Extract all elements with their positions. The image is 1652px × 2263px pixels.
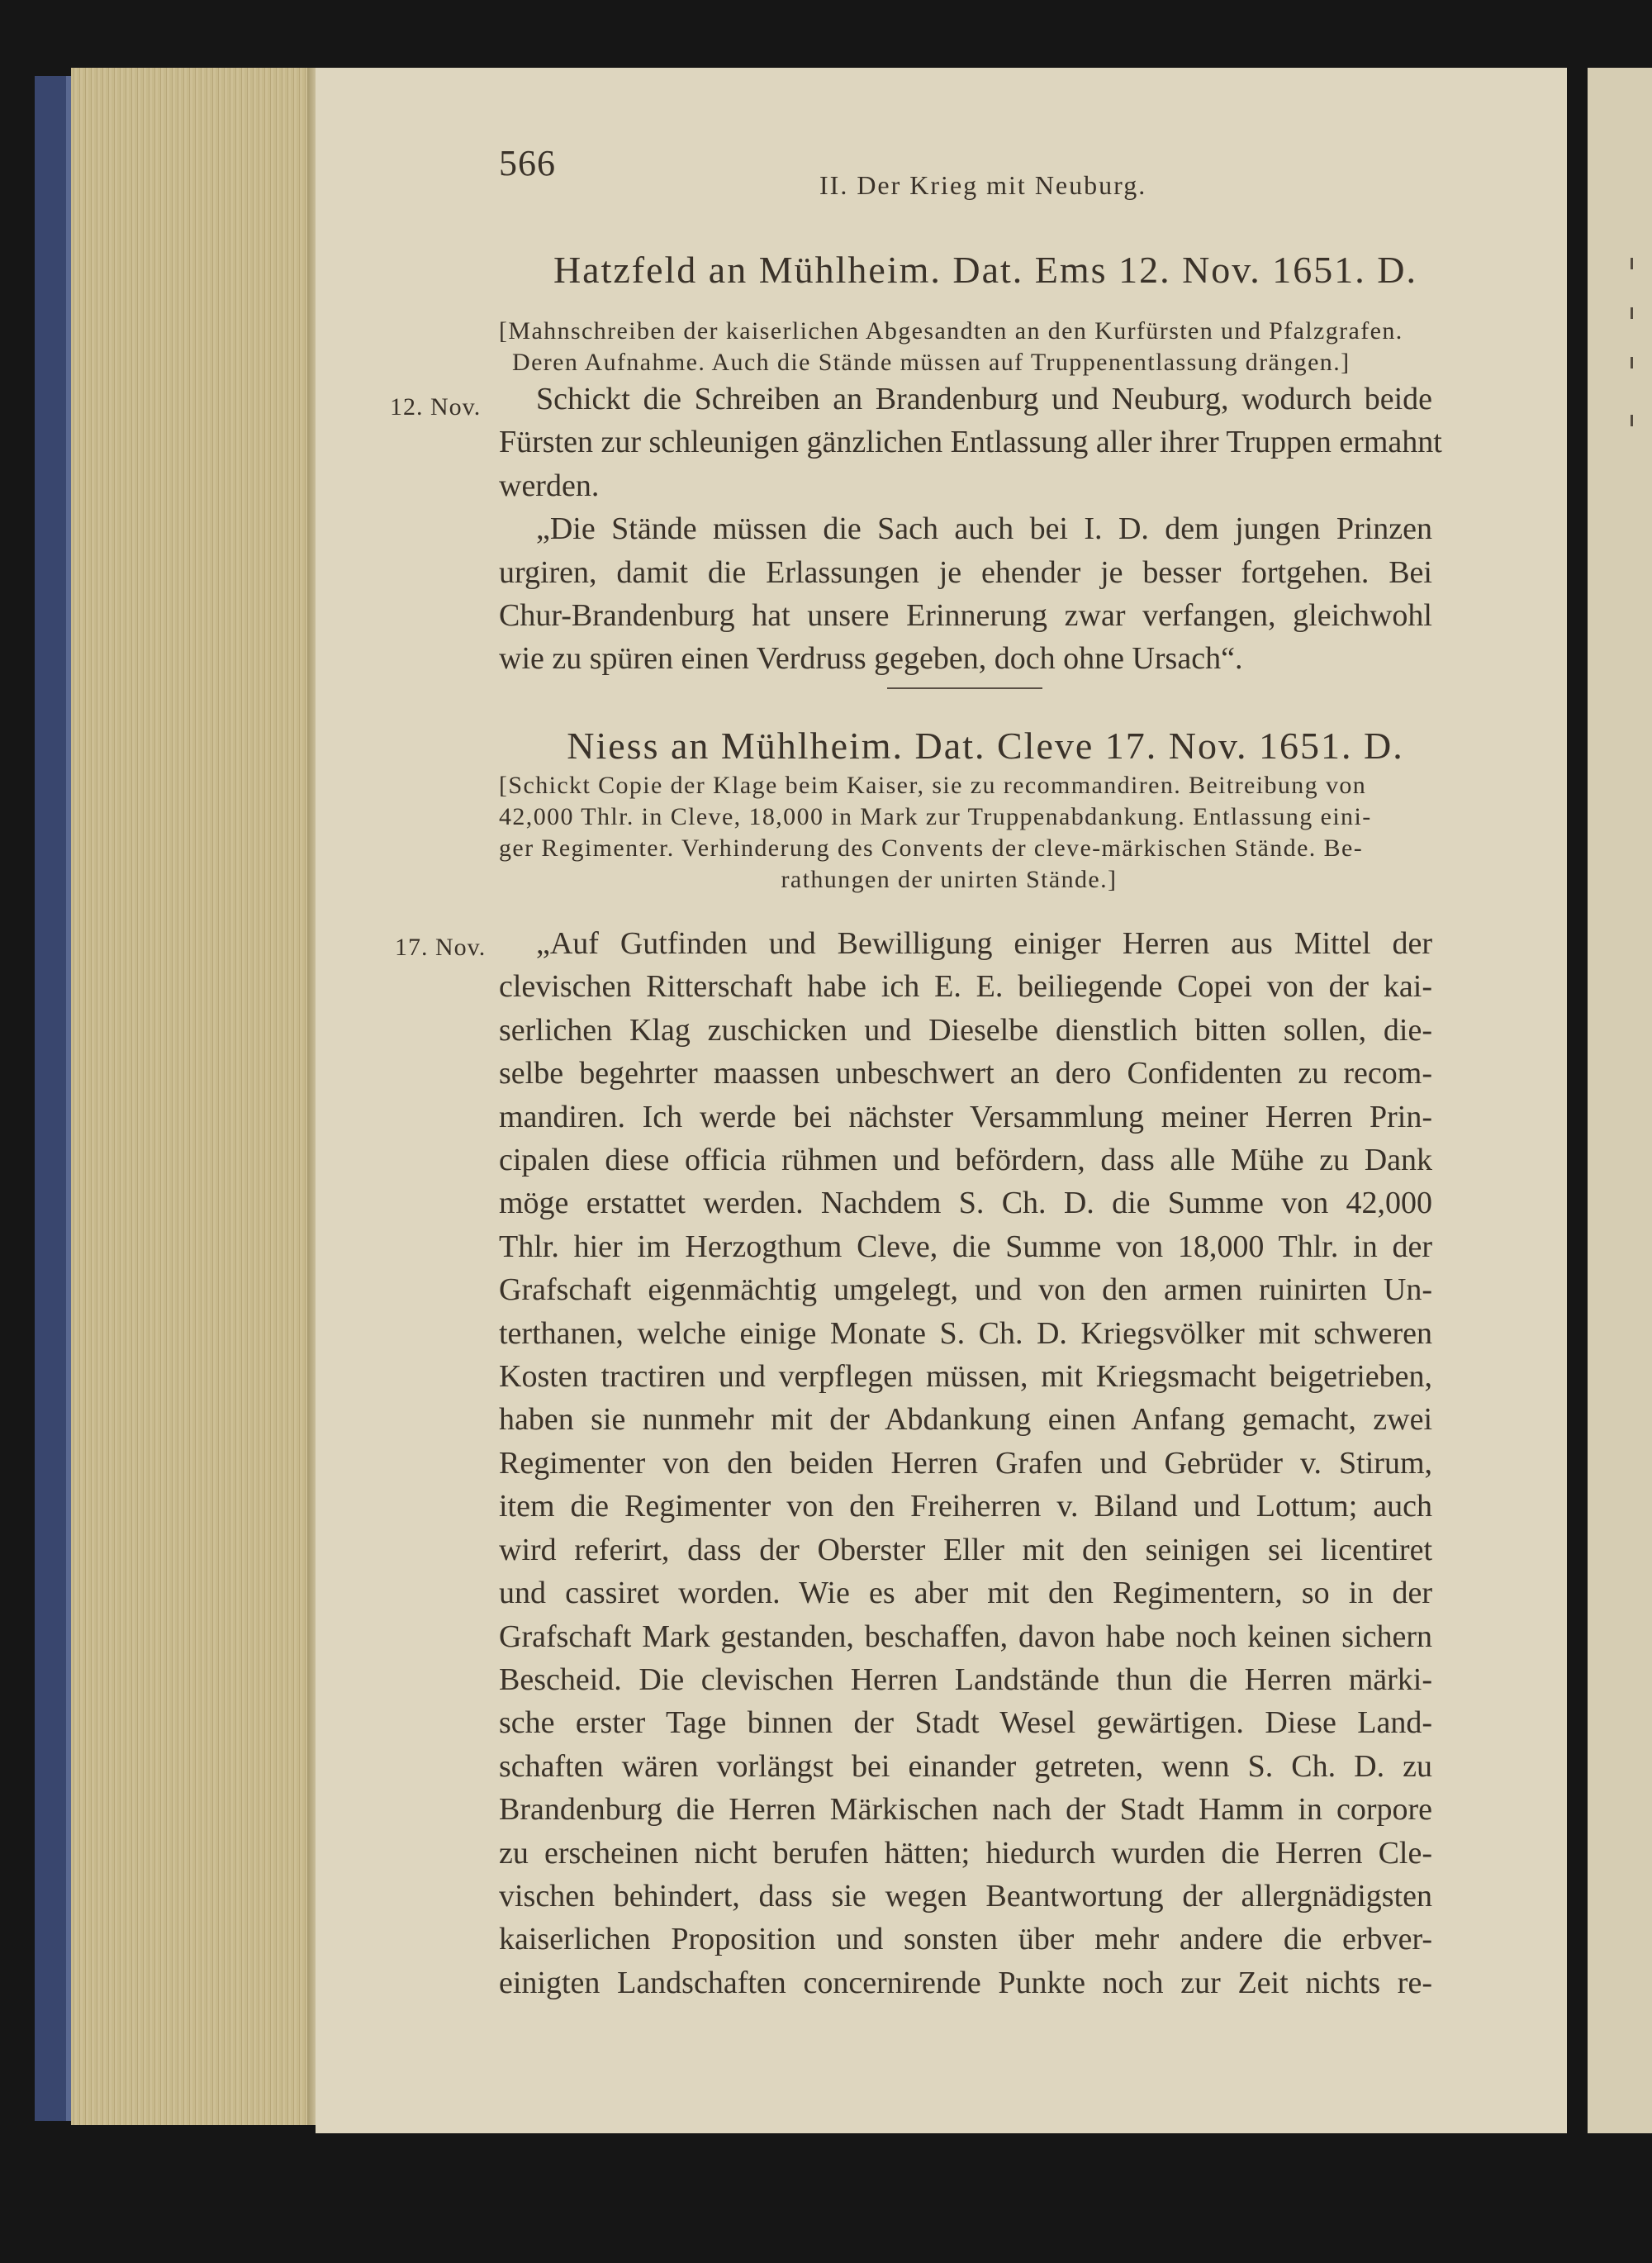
book-cover-edge xyxy=(35,76,66,2121)
body-line: Chur-Brandenburg hat unsere Erinnerung zwar verfangen, gleichwohl xyxy=(499,598,1432,634)
adjacent-page-text-fragment xyxy=(1631,415,1633,426)
adjacent-page-text-fragment xyxy=(1631,357,1633,368)
body-line: einigten Landschaften concernirende Punkte noch zur Zeit nichts re- xyxy=(499,1965,1432,2000)
body-line: Schickt die Schreiben an Brandenburg und Neuburg, wodurch beide xyxy=(536,382,1432,416)
book-page xyxy=(316,68,1567,2133)
body-line: werden. xyxy=(499,468,600,503)
body-line: möge erstattet werden. Nachdem S. Ch. D. die Summe von 42,000 xyxy=(499,1186,1432,1221)
body-line: cipalen diese officia rühmen und befördern, dass alle Mühe zu Dank xyxy=(499,1143,1432,1178)
page-block-edges xyxy=(71,68,319,2125)
body-line: wie zu spüren einen Verdruss gegeben, doch ohne Ursach“. xyxy=(499,641,1243,677)
body-line: Regimenter von den beiden Herren Grafen und Gebrüder v. Stirum, xyxy=(499,1445,1432,1481)
page-number: 566 xyxy=(499,143,556,183)
body-line: item die Regimenter von den Freiherren v. Biland und Lottum; auch xyxy=(499,1489,1432,1524)
entry-summary xyxy=(499,770,1432,896)
summary-line: Deren Aufnahme. Auch die Stände müssen auf Truppenentlassung drängen.] xyxy=(512,349,1351,376)
body-line: Grafschaft Mark gestanden, beschaffen, davon habe noch keinen sichern xyxy=(499,1619,1432,1654)
body-line: clevischen Ritterschaft habe ich E. E. beiliegende Copei von der kai- xyxy=(499,969,1432,1005)
body-line: Fürsten zur schleunigen gänzlichen Entlassung aller ihrer Truppen ermahnt xyxy=(499,425,1442,460)
body-line: und cassiret worden. Wie es aber mit den Regimentern, so in der xyxy=(499,1576,1432,1611)
adjacent-page-text-fragment xyxy=(1631,307,1633,319)
body-line: sche erster Tage binnen der Stadt Wesel gewärtigen. Diese Land- xyxy=(499,1705,1432,1741)
body-line: Grafschaft eigenmächtig umgelegt, und von den armen ruinirten Un- xyxy=(499,1272,1432,1308)
margin-date: 17. Nov. xyxy=(395,934,487,961)
running-head: II. Der Krieg mit Neuburg. xyxy=(819,170,1147,200)
entry-summary xyxy=(499,316,1432,378)
section-divider xyxy=(887,687,1042,689)
summary-line: [Schickt Copie der Klage beim Kaiser, sie zu recommandiren. Beitreibung von xyxy=(499,772,1367,799)
entry-body xyxy=(499,378,1442,681)
body-line: „Die Stände müssen die Sach auch bei I. D. dem jungen Prinzen xyxy=(536,511,1432,547)
summary-line: ger Regimenter. Verhinderung des Convents der cleve-märkischen Stände. Be- xyxy=(499,834,1364,862)
adjacent-page-edge xyxy=(1588,68,1652,2133)
body-line: Bescheid. Die clevischen Herren Landstände thun die Herren märki- xyxy=(499,1662,1432,1697)
entry-heading: Hatzfeld an Mühlheim. Dat. Ems 12. Nov. 1651. D. xyxy=(553,249,1418,291)
entry-heading: Niess an Mühlheim. Dat. Cleve 17. Nov. 1651. D. xyxy=(567,725,1404,767)
body-line: urgiren, damit die Erlassungen je ehender je besser fortgehen. Bei xyxy=(499,554,1432,590)
body-line: vischen behindert, dass sie wegen Beantwortung der allergnädigsten xyxy=(499,1878,1432,1914)
body-line: Thlr. hier im Herzogthum Cleve, die Summe von 18,000 Thlr. in der xyxy=(499,1229,1432,1264)
body-line: haben sie nunmehr mit der Abdankung einen Anfang gemacht, zwei xyxy=(499,1402,1432,1438)
body-line: „Auf Gutfinden und Bewilligung einiger Herren aus Mittel der xyxy=(536,926,1432,961)
margin-date: 12. Nov. xyxy=(390,393,482,421)
entry-body xyxy=(499,922,1432,2004)
summary-line: 42,000 Thlr. in Cleve, 18,000 in Mark zur Truppenabdankung. Entlassung eini- xyxy=(499,803,1372,830)
body-line: selbe begehrter maassen unbeschwert an dero Confidenten zu recom- xyxy=(499,1056,1432,1091)
body-line: zu erscheinen nicht berufen hätten; hiedurch wurden die Herren Cle- xyxy=(499,1835,1432,1871)
body-line: wird referirt, dass der Oberster Eller mit den seinigen sei licentiret xyxy=(499,1532,1432,1567)
summary-line: rathungen der unirten Stände.] xyxy=(781,866,1118,893)
body-line: mandiren. Ich werde bei nächster Versammlung meiner Herren Prin- xyxy=(499,1099,1432,1134)
body-line: Brandenburg die Herren Märkischen nach der Stadt Hamm in corpore xyxy=(499,1792,1432,1828)
body-line: terthanen, welche einige Monate S. Ch. D. Kriegsvölker mit schweren xyxy=(499,1315,1432,1351)
adjacent-page-text-fragment xyxy=(1631,258,1633,269)
body-line: serlichen Klag zuschicken und Dieselbe dienstlich bitten sollen, die- xyxy=(499,1012,1432,1048)
body-line: Kosten tractiren und verpflegen müssen, mit Kriegsmacht beigetrieben, xyxy=(499,1359,1432,1395)
body-line: schaften wären vorlängst bei einander getreten, wenn S. Ch. D. zu xyxy=(499,1748,1432,1784)
summary-line: [Mahnschreiben der kaiserlichen Abgesandten an den Kurfürsten und Pfalzgrafen. xyxy=(499,317,1403,345)
body-line: kaiserlichen Proposition und sonsten über mehr andere die erbver- xyxy=(499,1922,1432,1957)
